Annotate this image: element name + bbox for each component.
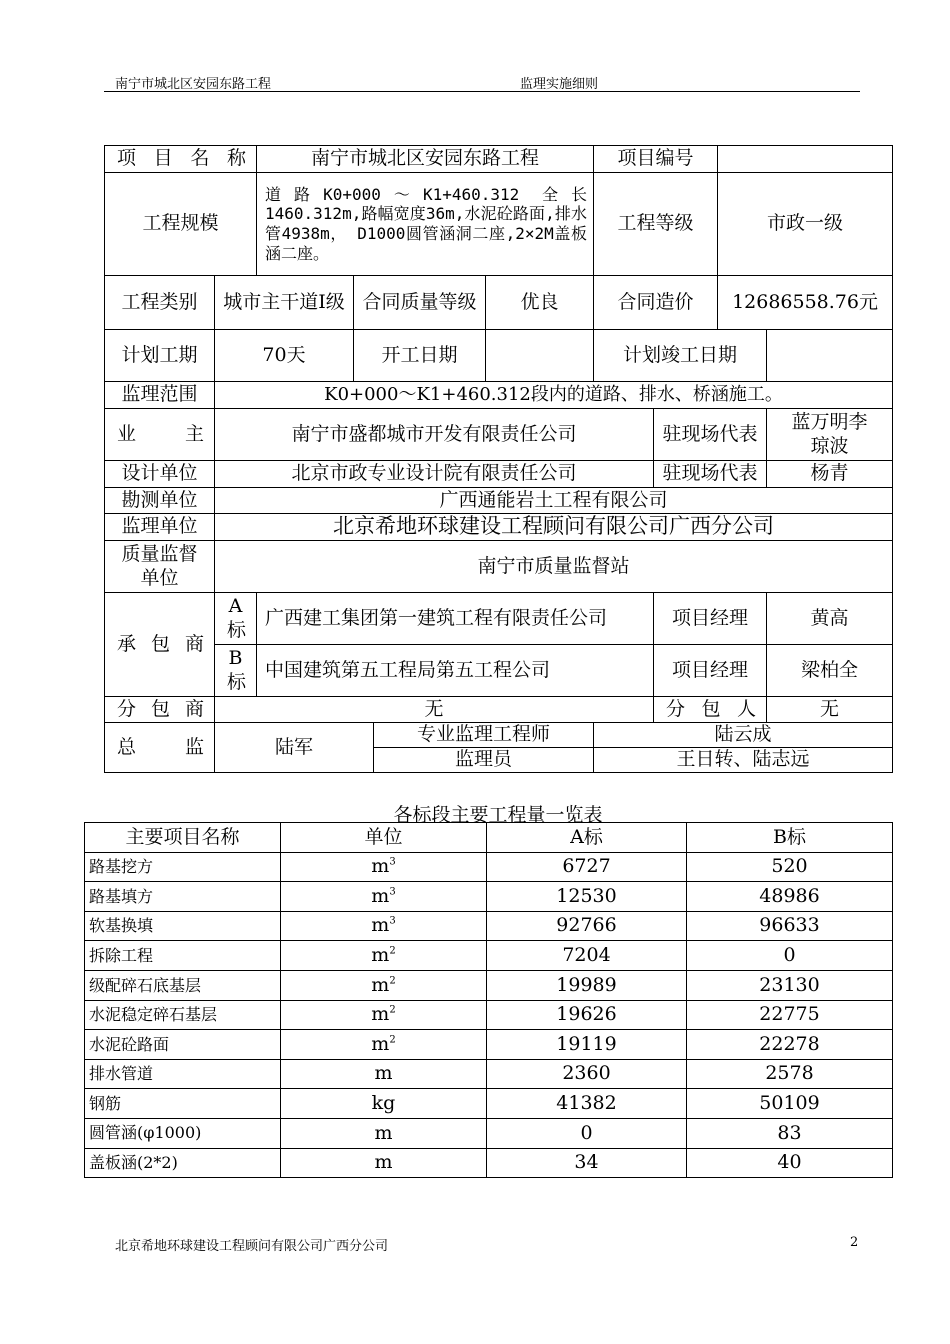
- lot-b-qty: [687, 1148, 893, 1178]
- item-name-text: 圆管涵(φ1000): [89, 1123, 202, 1143]
- item-unit: [281, 1148, 487, 1178]
- lot-a-qty-text: 6727: [562, 855, 611, 878]
- item-unit: [281, 911, 487, 941]
- lot-a-qty: [487, 1148, 687, 1178]
- lot-a-qty: [487, 911, 687, 941]
- lot-b-qty: [687, 1089, 893, 1119]
- item-unit: [281, 1118, 487, 1148]
- lot-a-qty: [487, 1000, 687, 1030]
- design-rep: 杨青: [767, 461, 893, 488]
- lot-b-qty: [687, 911, 893, 941]
- unit-exponent: 2: [389, 1034, 396, 1046]
- lot-a-qty-text: 2360: [562, 1062, 611, 1085]
- engineer: 陆云成: [594, 723, 893, 748]
- lot-b-label: B标: [215, 645, 257, 697]
- lot-a-qty-text: 0: [580, 1121, 593, 1144]
- item-name: [85, 970, 281, 1000]
- lot-a-qty: [487, 1118, 687, 1148]
- qc-unit: 南宁市质量监督站: [215, 541, 893, 593]
- label-price: 合同造价: [594, 276, 718, 330]
- item-name-text: 级配碎石底基层: [89, 975, 202, 995]
- item-name-text: 钢筋: [89, 1093, 122, 1113]
- lot-a-qty: [487, 852, 687, 882]
- survey-unit: 广西通能岩土工程有限公司: [215, 488, 893, 514]
- lot-b-qty-text: 22775: [759, 1003, 820, 1026]
- owner: 南宁市盛都城市开发有限责任公司: [215, 409, 654, 461]
- item-unit-text: m: [374, 1062, 393, 1085]
- lot-a-company: 广西建工集团第一建筑工程有限责任公司: [257, 593, 654, 645]
- unit-exponent: 2: [389, 1004, 396, 1016]
- project-name: 南宁市城北区安园东路工程: [257, 146, 594, 173]
- lot-b-qty-text: 520: [771, 855, 808, 878]
- item-name: [85, 911, 281, 941]
- item-name: [85, 941, 281, 971]
- item-name: [85, 1118, 281, 1148]
- col-header-unit: 单位: [281, 823, 487, 853]
- chief-supervisor: 陆军: [215, 723, 374, 773]
- table-row: [85, 882, 893, 912]
- item-unit: [281, 1089, 487, 1119]
- table-row: [85, 1089, 893, 1119]
- label-contractor: 承 包 商: [105, 593, 215, 697]
- label-owner-rep: 驻现场代表: [654, 409, 767, 461]
- item-unit-text: m: [374, 1151, 393, 1174]
- unit-exponent: 3: [389, 886, 396, 898]
- label-quality: 合同质量等级: [354, 276, 486, 330]
- label-design-rep: 驻现场代表: [654, 461, 767, 488]
- item-unit-text: m: [371, 914, 390, 937]
- item-unit: [281, 1000, 487, 1030]
- lot-a-qty: [487, 970, 687, 1000]
- item-name-text: 软基换填: [89, 916, 154, 936]
- item-name-text: 水泥稳定碎石基层: [89, 1005, 218, 1025]
- sub-person: 无: [767, 697, 893, 723]
- label-chief: 总 监: [105, 723, 215, 773]
- item-name: [85, 852, 281, 882]
- lot-a-pm: 黄高: [767, 593, 893, 645]
- lot-b-qty-text: 22278: [759, 1032, 820, 1055]
- item-unit: [281, 852, 487, 882]
- label-lot-a-pm: 项目经理: [654, 593, 767, 645]
- table-row: [85, 1030, 893, 1060]
- lot-b-company: 中国建筑第五工程局第五工程公司: [257, 645, 654, 697]
- quantities-title: 各标段主要工程量一览表: [393, 804, 603, 826]
- item-name: [85, 1148, 281, 1178]
- label-supervision: 监理单位: [105, 514, 215, 541]
- label-project-name: 项 目 名 称: [105, 146, 257, 173]
- lot-b-qty: [687, 941, 893, 971]
- item-name-text: 排水管道: [89, 1064, 154, 1084]
- lot-a-qty: [487, 1030, 687, 1060]
- label-category: 工程类别: [105, 276, 215, 330]
- unit-exponent: 2: [389, 945, 396, 957]
- item-unit-text: m: [374, 1121, 393, 1144]
- lot-b-qty-text: 2578: [765, 1062, 814, 1085]
- table-row: [85, 1148, 893, 1178]
- lot-b-qty-text: 96633: [759, 914, 820, 937]
- label-qc: 质量监督单位: [105, 541, 215, 593]
- label-period: 计划工期: [105, 330, 215, 382]
- inspector: 王日转、陆志远: [594, 748, 893, 773]
- start-date: [486, 330, 594, 382]
- item-name: [85, 1089, 281, 1119]
- lot-a-qty-text: 7204: [562, 944, 611, 967]
- table-row: [85, 941, 893, 971]
- item-name: [85, 1059, 281, 1089]
- label-engineer: 专业监理工程师: [374, 723, 594, 748]
- table-row: [85, 911, 893, 941]
- finish-date: [767, 330, 893, 382]
- lot-a-qty-text: 19989: [556, 973, 617, 996]
- item-unit-text: m: [371, 1003, 390, 1026]
- header-doc-title: 监理实施细则: [520, 77, 599, 92]
- lot-b-qty: [687, 970, 893, 1000]
- label-owner: 业 主: [105, 409, 215, 461]
- item-unit-text: m: [371, 973, 390, 996]
- lot-a-qty-text: 12530: [556, 884, 617, 907]
- item-unit: [281, 1030, 487, 1060]
- item-unit: [281, 941, 487, 971]
- col-header-name: 主要项目名称: [85, 823, 281, 853]
- lot-a-qty-text: 92766: [556, 914, 617, 937]
- label-survey: 勘测单位: [105, 488, 215, 514]
- item-unit-text: m: [371, 884, 390, 907]
- lot-a-qty: [487, 941, 687, 971]
- item-name: [85, 882, 281, 912]
- item-name-text: 盖板涵(2*2): [89, 1153, 178, 1173]
- label-scope: 监理范围: [105, 382, 215, 409]
- item-unit: [281, 1059, 487, 1089]
- footer-company: 北京希地环球建设工程顾问有限公司广西分公司: [115, 1239, 389, 1254]
- design-unit: 北京市政专业设计院有限责任公司: [215, 461, 654, 488]
- lot-a-qty-text: 41382: [556, 1092, 617, 1115]
- item-unit: [281, 970, 487, 1000]
- item-unit: [281, 882, 487, 912]
- lot-b-qty: [687, 1059, 893, 1089]
- label-project-no: 项目编号: [594, 146, 718, 173]
- item-name-text: 拆除工程: [89, 945, 154, 965]
- table-row: [85, 1118, 893, 1148]
- lot-b-qty: [687, 1000, 893, 1030]
- lot-b-qty: [687, 882, 893, 912]
- quantities-table: [84, 822, 893, 1178]
- contract-quality: 优良: [486, 276, 594, 330]
- lot-a-qty-text: 34: [574, 1151, 599, 1174]
- label-scale: 工程规模: [105, 173, 257, 276]
- lot-b-qty-text: 48986: [759, 884, 820, 907]
- item-name-text: 路基填方: [89, 886, 154, 906]
- lot-a-qty: [487, 1059, 687, 1089]
- lot-b-qty-text: 40: [777, 1151, 802, 1174]
- lot-b-qty-text: 50109: [759, 1092, 820, 1115]
- label-design: 设计单位: [105, 461, 215, 488]
- item-unit-text: m: [371, 1032, 390, 1055]
- item-unit-text: kg: [371, 1092, 396, 1115]
- unit-exponent: 2: [389, 975, 396, 987]
- project-info-table: [104, 145, 893, 773]
- lot-a-qty-text: 19626: [556, 1003, 617, 1026]
- label-start: 开工日期: [354, 330, 486, 382]
- unit-exponent: 3: [389, 916, 396, 928]
- table-row: [85, 852, 893, 882]
- table-row: [85, 1000, 893, 1030]
- project-scale: 道路K0+000～K1+460.312 全长1460.312m,路幅宽度36m,水泥砼路面,排水管4938m， D1000圆管涵洞二座,2×2M盖板涵二座。: [257, 173, 594, 276]
- lot-a-qty: [487, 882, 687, 912]
- lot-a-qty-text: 19119: [556, 1032, 617, 1055]
- lot-b-qty-text: 0: [783, 944, 796, 967]
- label-subcontractor: 分 包 商: [105, 697, 215, 723]
- label-finish: 计划竣工日期: [594, 330, 767, 382]
- lot-a-label: A标: [215, 593, 257, 645]
- lot-a-qty: [487, 1089, 687, 1119]
- lot-b-qty-text: 83: [777, 1121, 802, 1144]
- table-row: [85, 1059, 893, 1089]
- lot-b-pm: 梁柏全: [767, 645, 893, 697]
- item-name-text: 水泥砼路面: [89, 1034, 170, 1054]
- planned-period: 70天: [215, 330, 354, 382]
- item-unit-text: m: [371, 944, 390, 967]
- label-sub-person: 分 包 人: [654, 697, 767, 723]
- lot-b-qty-text: 23130: [759, 973, 820, 996]
- col-header-b: B标: [687, 823, 893, 853]
- label-lot-b-pm: 项目经理: [654, 645, 767, 697]
- label-grade: 工程等级: [594, 173, 718, 276]
- subcontractor: 无: [215, 697, 654, 723]
- header-project-name: 南宁市城北区安园东路工程: [115, 77, 272, 92]
- owner-rep: 蓝万明李琼波: [767, 409, 893, 461]
- unit-exponent: 3: [389, 856, 396, 868]
- header-divider: [104, 91, 860, 92]
- project-category: 城市主干道Ⅰ级: [215, 276, 354, 330]
- lot-b-qty: [687, 1118, 893, 1148]
- table-row: [85, 970, 893, 1000]
- contract-price: 12686558.76元: [718, 276, 893, 330]
- item-name-text: 路基挖方: [89, 857, 154, 877]
- lot-b-qty: [687, 852, 893, 882]
- label-inspector: 监理员: [374, 748, 594, 773]
- item-name: [85, 1000, 281, 1030]
- supervision-scope: K0+000～K1+460.312段内的道路、排水、桥涵施工。: [215, 382, 893, 409]
- item-unit-text: m: [371, 855, 390, 878]
- project-no: [718, 146, 893, 173]
- supervision-unit: 北京希地环球建设工程顾问有限公司广西分公司: [215, 514, 893, 541]
- project-grade: 市政一级: [718, 173, 893, 276]
- item-name: [85, 1030, 281, 1060]
- page-number: 2: [850, 1235, 859, 1250]
- col-header-a: A标: [487, 823, 687, 853]
- lot-b-qty: [687, 1030, 893, 1060]
